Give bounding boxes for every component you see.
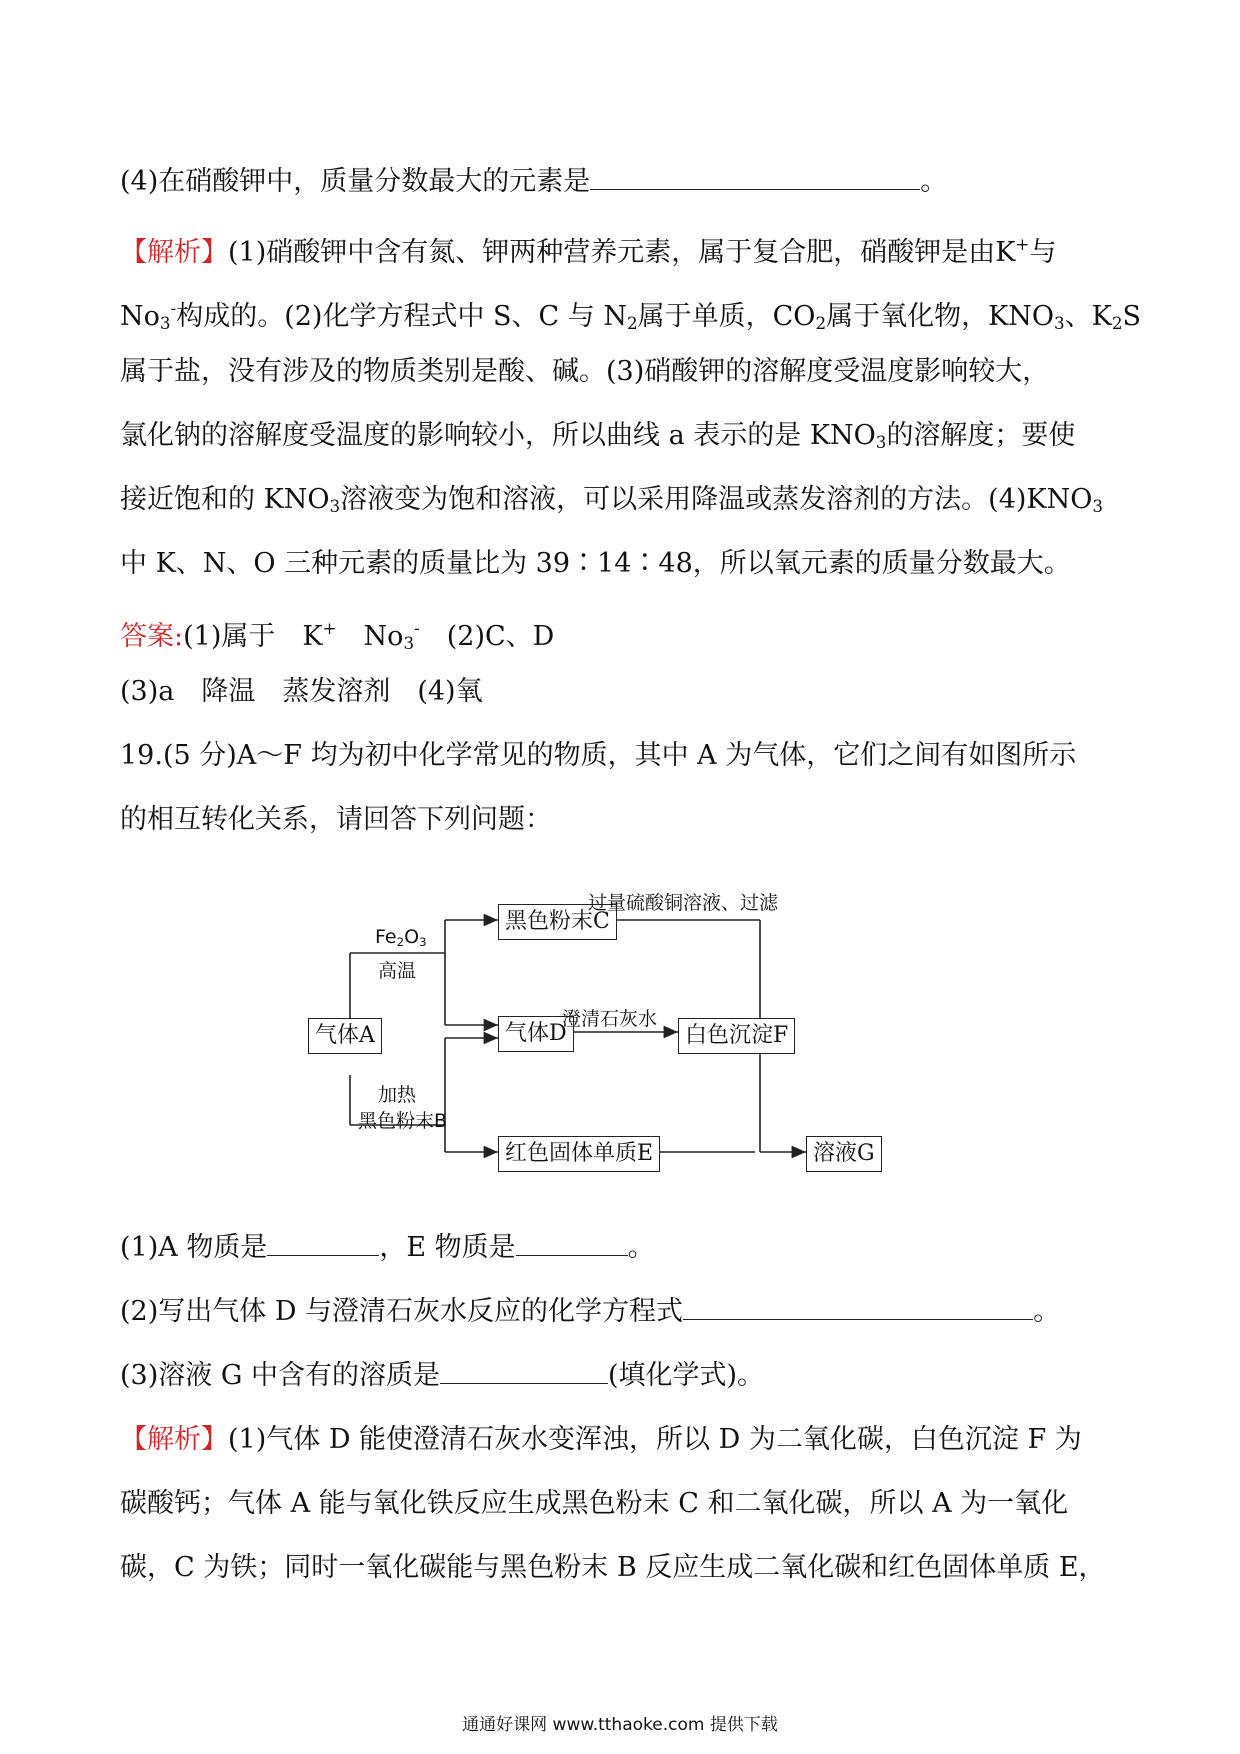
label-high-temperature: 高温 <box>378 960 417 982</box>
label-fe2o3: $Fe_2O_3$ <box>375 926 427 949</box>
label-limewater: 澄清石灰水 <box>562 1008 658 1030</box>
answer-line-1: 答案:(1)属于 K+ $No_3^-$ (2)C、D <box>120 618 555 654</box>
answer-blank-a[interactable] <box>267 1233 379 1256</box>
box-solution-g: 溶液G <box>806 1136 882 1172</box>
analysis-line-6: 中 K、N、O 三种元素的质量比为 39∶14∶48，所以氧元素的质量分数最大。 <box>120 548 1071 579</box>
answer-blank[interactable] <box>590 167 920 190</box>
label-black-powder-b: 黑色粉末B <box>358 1110 448 1132</box>
analysis-line-5: 接近饱和的 $KNO_3$溶液变为饱和溶液，可以采用降温或蒸发溶剂的方法。$(4)KNO_3$ <box>120 484 1104 517</box>
box-black-powder-c: 黑色粉末C <box>498 904 617 940</box>
analysis-line-1: 【解析】(1)硝酸钾中含有氮、钾两种营养元素，属于复合肥，硝酸钾是由K+与 <box>120 234 1057 268</box>
answer-blank-equation[interactable] <box>683 1297 1033 1320</box>
box-red-solid-e: 红色固体单质E <box>498 1136 660 1172</box>
analysis2-line-2: 碳酸钙；气体 A 能与氧化铁反应生成黑色粉末 C 和二氧化碳，所以 A 为一氧化 <box>120 1488 1069 1519</box>
answer-tag: 答案: <box>120 620 184 652</box>
answer-line-2: (3)a 降温 蒸发溶剂 (4)氧 <box>120 676 483 707</box>
box-gas-a: 气体A <box>308 1018 382 1054</box>
analysis2-line-1: 【解析】(1)气体 D 能使澄清石灰水变浑浊，所以 D 为二氧化碳，白色沉淀 F 为 <box>120 1424 1082 1455</box>
box-gas-d: 气体D <box>498 1016 574 1052</box>
question-19-line-2: 的相互转化关系，请回答下列问题： <box>120 804 552 835</box>
question-19-2: (2)写出气体 D 与澄清石灰水反应的化学方程式 。 <box>120 1296 1061 1327</box>
analysis2-line-3: 碳，C 为铁；同时一氧化碳能与黑色粉末 B 反应生成二氧化碳和红色固体单质 E， <box>120 1552 1106 1583</box>
label-heating: 加热 <box>378 1084 417 1106</box>
question-18-4: (4)在硝酸钾中，质量分数最大的元素是 。 <box>120 166 948 197</box>
footer-source: 通通好课网 www.tthaoke.com 提供下载 <box>462 1715 778 1735</box>
box-white-precipitate-f: 白色沉淀F <box>678 1018 795 1054</box>
analysis-tag: 【解析】 <box>120 1424 228 1455</box>
reaction-diagram <box>300 880 960 1200</box>
analysis-line-2: $No_3^-$构成的。(2)化学方程式中 S、C 与 $N_2$属于单质，$CO_2$属于氧化物，$KNO_3$、$K_2S$ <box>120 298 1142 334</box>
analysis-line-4: 氯化钠的溶解度受温度的影响较小，所以曲线 a 表示的是 $KNO_3$的溶解度；要使 <box>120 420 1076 453</box>
question-19-3: (3)溶液 G 中含有的溶质是 (填化学式)。 <box>120 1360 765 1391</box>
answer-blank-solute[interactable] <box>440 1361 608 1384</box>
label-excess-cuso4: 过量硫酸铜溶液、过滤 <box>588 892 779 914</box>
analysis-tag: 【解析】 <box>120 236 228 268</box>
answer-blank-e[interactable] <box>516 1233 628 1256</box>
analysis-line-3: 属于盐，没有涉及的物质类别是酸、碱。(3)硝酸钾的溶解度受温度影响较大， <box>120 356 1050 387</box>
question-19-1: (1)A 物质是 ，E 物质是 。 <box>120 1232 655 1263</box>
question-19-line-1: 19.(5 分)A～F 均为初中化学常见的物质，其中 A 为气体，它们之间有如图所示 <box>120 740 1077 771</box>
